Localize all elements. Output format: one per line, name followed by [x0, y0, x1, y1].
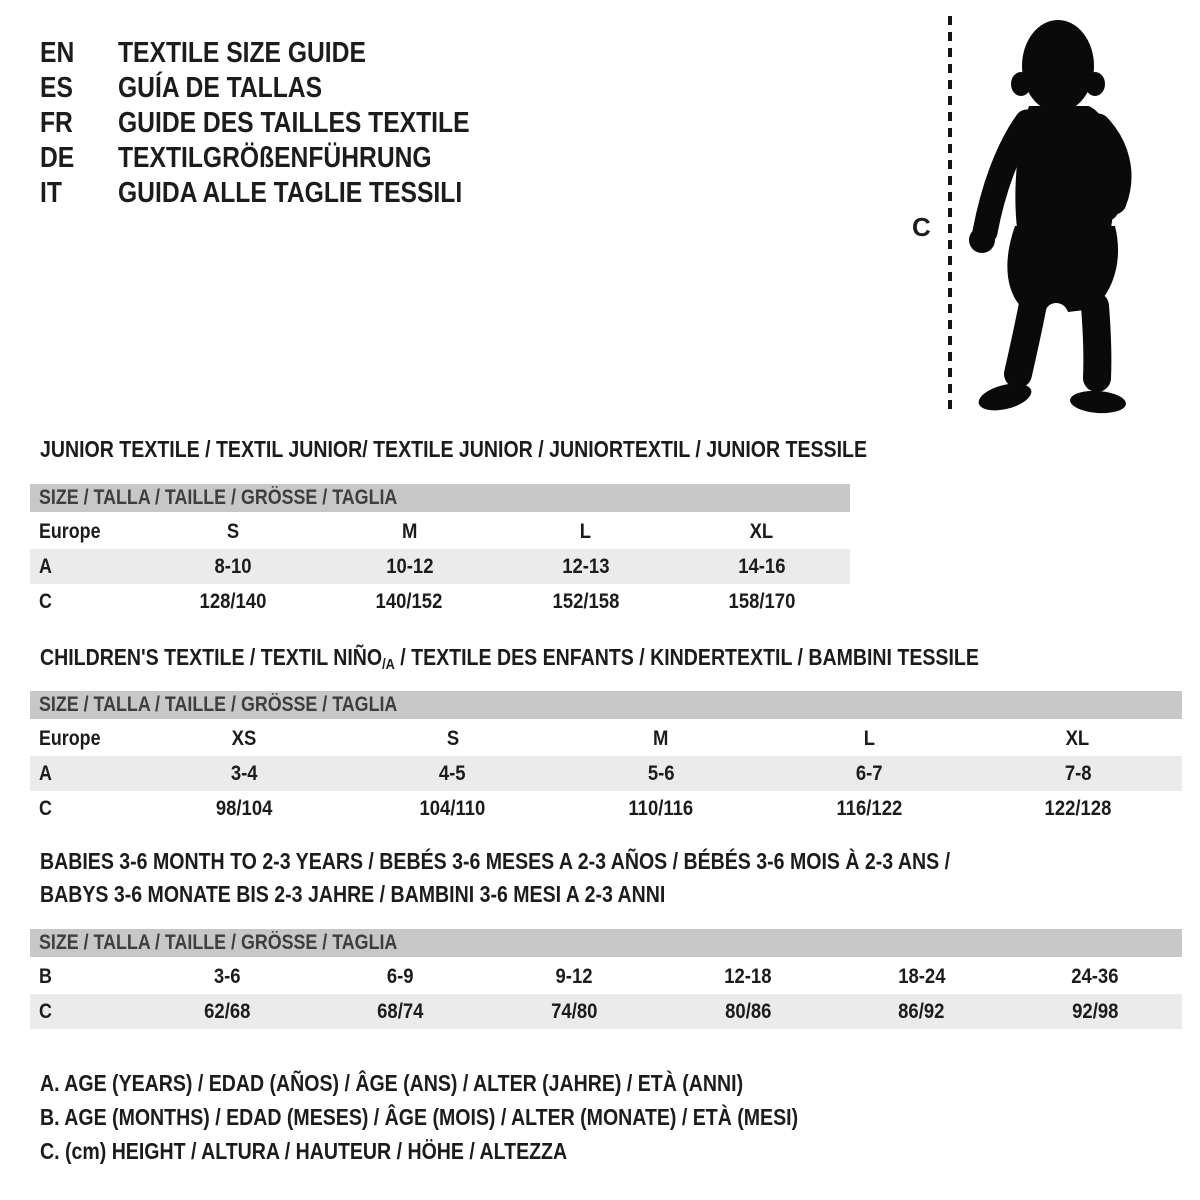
size-cell [498, 520, 674, 544]
size-cell [487, 1000, 661, 1024]
measure-c-label: C [912, 212, 931, 242]
size-cell-text: XL [1066, 726, 1090, 750]
language-line-fr [40, 106, 532, 141]
size-cell-text: 18-24 [897, 964, 946, 988]
size-cell-text: L [863, 726, 876, 750]
language-label [118, 36, 410, 71]
size-cell [498, 555, 674, 579]
size-cell-text: 74/80 [551, 999, 598, 1023]
heading-part: / TEXTILE DES ENFANTS / KINDERTEXTIL / BAMBINI TESSILE [394, 644, 979, 670]
row-label-text: Europe [39, 519, 101, 543]
language-label-text: TEXTILE SIZE GUIDE [118, 37, 366, 69]
size-cell [140, 965, 314, 989]
size-cell [145, 520, 321, 544]
size-header-bar [30, 691, 1182, 719]
size-cell-text: 158/170 [728, 589, 796, 613]
row-label-text: A [39, 554, 52, 578]
size-header-label: SIZE / TALLA / TAILLE / GRÖSSE / TAGLIA [39, 486, 398, 509]
size-cell [557, 762, 765, 786]
language-label-text: TEXTILGRÖßENFÜHRUNG [118, 142, 432, 174]
table-row-height [30, 994, 1182, 1029]
size-cell-text: XL [750, 519, 774, 543]
language-code [40, 141, 118, 176]
language-label [118, 106, 532, 141]
size-cell-text: 3-6 [213, 964, 241, 988]
size-cell [348, 727, 556, 751]
language-code [40, 36, 118, 71]
size-cell-text: 110/116 [628, 796, 694, 820]
size-cell-text: S [446, 726, 459, 750]
size-cell [145, 590, 321, 614]
size-header-bar [30, 929, 1182, 957]
size-cell-text: 8-10 [214, 554, 252, 578]
table-row-months [30, 959, 1182, 994]
table-row-age [30, 756, 1182, 791]
size-cell-text: 5-6 [647, 761, 675, 785]
size-cell [765, 727, 973, 751]
size-cell [314, 1000, 488, 1024]
size-cell-text: 86/92 [898, 999, 945, 1023]
size-cell-text: 104/110 [419, 796, 486, 820]
language-code [40, 106, 118, 141]
size-cell-text: 152/158 [552, 589, 620, 613]
size-cell [974, 762, 1182, 786]
size-cell [321, 590, 497, 614]
babies-heading-line2 [40, 878, 1111, 911]
size-cell-text: 14-16 [738, 554, 786, 578]
language-label-text: GUÍA DE TALLAS [118, 72, 323, 104]
size-cell [765, 762, 973, 786]
size-cell [835, 965, 1009, 989]
row-label [30, 590, 145, 614]
legend-line-c [40, 1134, 932, 1168]
size-cell [498, 590, 674, 614]
size-cell [674, 590, 850, 614]
legend-line-b-text: B. AGE (MONTHS) / EDAD (MESES) / ÂGE (MOIS) / ALTER (MONATE) / ETÀ (MESI) [40, 1104, 799, 1130]
babies-heading-line1 [40, 845, 1111, 878]
size-cell-text: 24-36 [1071, 964, 1119, 988]
table-row-height [30, 584, 850, 619]
legend-line-b [40, 1100, 932, 1134]
row-label [30, 555, 145, 579]
row-label [30, 1000, 140, 1024]
section-heading-children-text [40, 641, 979, 681]
children-size-table [30, 691, 1182, 826]
legend [40, 1066, 932, 1168]
size-cell [674, 520, 850, 544]
size-cell [145, 555, 321, 579]
language-code-text: FR [40, 107, 73, 139]
size-cell-text: 12-18 [724, 964, 772, 988]
row-label [30, 797, 140, 821]
size-cell [661, 965, 835, 989]
size-cell-text: 116/122 [836, 796, 903, 820]
size-cell [557, 797, 765, 821]
language-label [118, 141, 487, 176]
section-heading-junior [40, 433, 1013, 466]
toddler-silhouette [965, 18, 1135, 416]
size-cell [765, 797, 973, 821]
table-row-europe [30, 721, 1182, 756]
size-cell [140, 727, 348, 751]
language-label-text: GUIDE DES TAILLES TEXTILE [118, 107, 470, 139]
size-cell [348, 797, 556, 821]
size-cell [140, 797, 348, 821]
size-cell-text: S [226, 519, 240, 543]
language-list [40, 36, 532, 211]
size-header-label: SIZE / TALLA / TAILLE / GRÖSSE / TAGLIA [39, 693, 398, 716]
heading-part: CHILDREN'S TEXTILE / TEXTIL NIÑO [40, 644, 383, 670]
language-code-text: ES [40, 72, 73, 104]
babies-heading-line1-text: BABIES 3-6 MONTH TO 2-3 YEARS / BEBÉS 3-6 MESES A 2-3 AÑOS / BÉBÉS 3-6 MOIS À 2-3 ANS / [40, 848, 951, 874]
size-cell [1008, 1000, 1182, 1024]
legend-line-a-text: A. AGE (YEARS) / EDAD (AÑOS) / ÂGE (ANS) / ALTER (JAHRE) / ETÀ (ANNI) [40, 1070, 744, 1096]
table-row-age [30, 549, 850, 584]
language-line-it [40, 176, 532, 211]
height-dashed-line [948, 16, 952, 416]
row-label-text: C [39, 999, 52, 1023]
size-cell [1008, 965, 1182, 989]
size-cell-text: 98/104 [215, 796, 273, 820]
language-line-en [40, 36, 532, 71]
size-cell-text: 9-12 [555, 964, 593, 988]
language-code-text: IT [40, 177, 62, 209]
language-label-text: GUIDA ALLE TAGLIE TESSILI [118, 177, 463, 209]
size-cell-text: 4-5 [439, 761, 466, 785]
junior-size-table [30, 484, 850, 619]
language-code-text: DE [40, 142, 75, 174]
language-label [118, 71, 358, 106]
size-cell-text: 140/152 [375, 589, 443, 613]
size-cell [321, 555, 497, 579]
language-code-text: EN [40, 37, 75, 69]
heading-part-sub: /A [382, 656, 395, 673]
section-heading-babies [40, 845, 1111, 911]
size-cell-text: 10-12 [385, 554, 434, 578]
size-cell-text: 80/86 [724, 999, 771, 1023]
row-label-text: B [39, 964, 52, 988]
section-heading-children [40, 641, 1145, 681]
language-label [118, 176, 523, 211]
section-heading-junior-text: JUNIOR TEXTILE / TEXTIL JUNIOR/ TEXTILE JUNIOR / JUNIORTEXTIL / JUNIOR TESSILE [40, 436, 868, 462]
size-cell-text: 92/98 [1072, 999, 1119, 1023]
size-cell [674, 555, 850, 579]
legend-line-c-text: C. (cm) HEIGHT / ALTURA / HAUTEUR / HÖHE / ALTEZZA [40, 1138, 568, 1164]
size-header-label: SIZE / TALLA / TAILLE / GRÖSSE / TAGLIA [39, 931, 398, 954]
size-cell [314, 965, 488, 989]
babies-heading-line2-text: BABYS 3-6 MONATE BIS 2-3 JAHRE / BAMBINI 3-6 MESI A 2-3 ANNI [40, 881, 666, 907]
size-header-bar [30, 484, 850, 512]
size-cell-text: 68/74 [377, 999, 424, 1023]
row-label [30, 727, 140, 751]
language-code [40, 71, 118, 106]
size-cell [974, 797, 1182, 821]
size-cell-text: M [401, 519, 418, 543]
size-cell [348, 762, 556, 786]
language-line-de [40, 141, 532, 176]
row-label-text: A [39, 761, 52, 785]
language-line-es [40, 71, 532, 106]
language-code [40, 176, 118, 211]
size-cell-text: 7-8 [1064, 761, 1092, 785]
size-cell-text: 6-7 [856, 761, 883, 785]
size-cell-text: L [579, 519, 592, 543]
row-label [30, 520, 145, 544]
size-cell-text: 128/140 [199, 589, 267, 613]
row-label-text: Europe [39, 726, 101, 750]
row-label [30, 762, 140, 786]
size-cell [321, 520, 497, 544]
table-row-height [30, 791, 1182, 826]
size-cell-text: XS [231, 726, 257, 750]
row-label [30, 965, 140, 989]
size-cell [140, 1000, 314, 1024]
babies-size-table [30, 929, 1182, 1029]
size-cell [835, 1000, 1009, 1024]
size-cell [487, 965, 661, 989]
size-cell-text: M [653, 726, 669, 750]
table-row-europe [30, 514, 850, 549]
size-cell-text: 3-4 [230, 761, 258, 785]
size-cell [661, 1000, 835, 1024]
size-cell [557, 727, 765, 751]
size-cell [974, 727, 1182, 751]
size-cell [140, 762, 348, 786]
size-cell-text: 122/128 [1044, 796, 1112, 820]
size-cell-text: 12-13 [561, 554, 610, 578]
legend-line-a [40, 1066, 932, 1100]
row-label-text: C [39, 589, 52, 613]
size-cell-text: 62/68 [203, 999, 250, 1023]
row-label-text: C [39, 796, 52, 820]
size-cell-text: 6-9 [387, 964, 414, 988]
